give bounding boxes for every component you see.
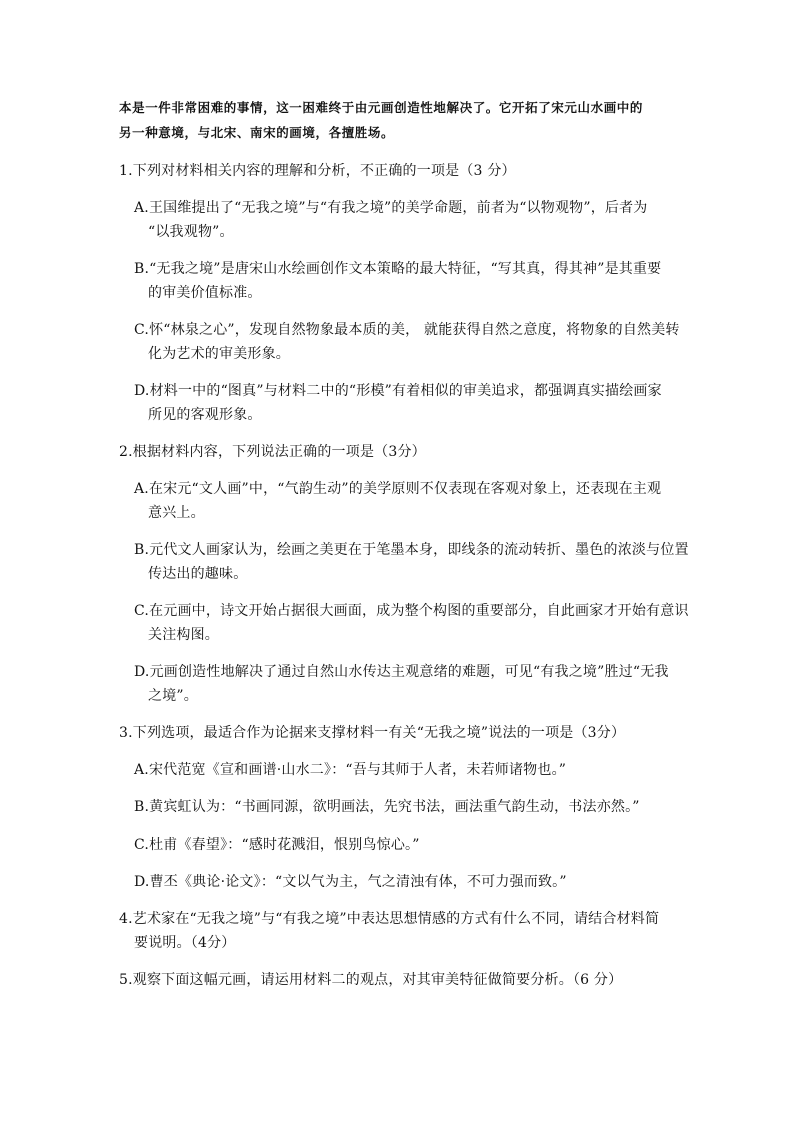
question-4-stem: 4.艺术家在“无我之境”与“有我之境”中表达思想情感的方式有什么不同，请结合材料简 (119, 911, 660, 927)
question-2-stem: 2.根据材料内容，下列说法正确的一项是（3分） (119, 444, 426, 460)
question-1-option-d: D.材料一中的“图真”与材料二中的“形模”有着相似的审美追求，都强调真实描绘画家 (134, 383, 662, 399)
question-3-option-c: C.杜甫《春望》：“感时花溅泪，恨别鸟惊心。” (134, 837, 420, 853)
question-2-option-b-cont: 传达出的趣味。 (148, 566, 248, 582)
question-1-option-b-cont: 的审美价值标准。 (148, 285, 262, 301)
intro-line-2: 另一种意境，与北宋、南宋的画境，各擅胜场。 (119, 125, 395, 140)
question-3-option-d: D.曹丕《典论·论文》：“文以气为主，气之清浊有体，不可力强而致。” (134, 874, 567, 890)
question-1-option-d-cont: 所见的客观形象。 (148, 407, 262, 423)
question-2-option-d: D.元画创造性地解决了通过自然山水传达主观意绪的难题，可见“有我之境”胜过“无我 (134, 664, 669, 680)
question-5-stem: 5.观察下面这幅元画，请运用材料二的观点，对其审美特征做简要分析。（6 分） (119, 972, 623, 988)
question-2-option-a: A.在宋元“文人画”中，“气韵生动”的美学原则不仅表现在客观对象上，还表现在主观 (134, 481, 662, 497)
question-2-option-c: C.在元画中，诗文开始占据很大画面，成为整个构图的重要部分，自此画家才开始有意识 (134, 603, 689, 619)
question-2-option-a-cont: 意兴上。 (148, 505, 205, 521)
question-1-option-b: B.“无我之境”是唐宋山水绘画创作文本策略的最大特征，“写其真，得其神”是其重要 (134, 261, 662, 277)
question-3-option-b: B.黄宾虹认为：“书画同源，欲明画法，先究书法，画法重气韵生动，书法亦然。” (134, 799, 640, 815)
question-3-option-a: A.宋代范宽《宣和画谱·山水二》：“吾与其师于人者，未若师诸物也。” (134, 762, 567, 778)
question-1-option-c: C.怀“林泉之心”，发现自然物象最本质的美， 就能获得自然之意度，将物象的自然美转 (134, 322, 680, 338)
question-2-option-d-cont: 之境”。 (148, 688, 198, 704)
question-1-option-a-cont: “以我观物”。 (148, 224, 234, 240)
question-2-option-b: B.元代文人画家认为，绘画之美更在于笔墨本身，即线条的流动转折、墨色的浓淡与位置 (134, 542, 689, 558)
question-2-option-c-cont: 关注构图。 (148, 627, 219, 643)
question-1-option-c-cont: 化为艺术的审美形象。 (148, 346, 290, 362)
question-1-option-a: A.王国维提出了“无我之境”与“有我之境”的美学命题，前者为“以物观物”，后者为 (134, 200, 648, 216)
intro-line-1: 本是一件非常困难的事情，这一困难终于由元画创造性地解决了。它开拓了宋元山水画中的 (119, 100, 644, 115)
question-1-stem: 1.下列对材料相关内容的理解和分析，不正确的一项是（3 分） (119, 163, 516, 179)
question-3-stem: 3.下列选项，最适合作为论据来支撑材料一有关“无我之境”说法的一项是（3分） (119, 725, 626, 741)
question-4-stem-cont: 要说明。（4分） (134, 935, 236, 951)
